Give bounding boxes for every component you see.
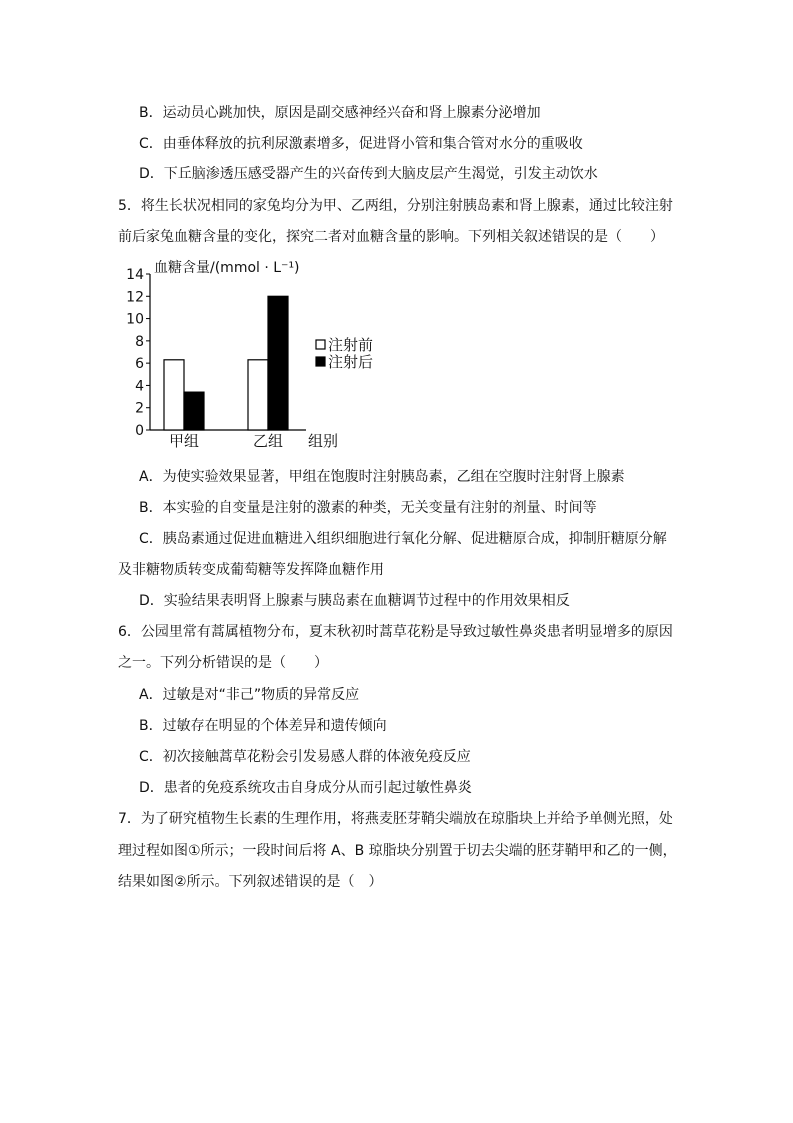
q5-option-a: A．为使实验效果显著，甲组在饱腹时注射胰岛素，乙组在空腹时注射肾上腺素 xyxy=(139,469,625,485)
q4-option-b: B．运动员心跳加快，原因是副交感神经兴奋和肾上腺素分泌增加 xyxy=(139,105,541,121)
blood-sugar-bar-chart xyxy=(118,256,378,452)
q5-option-d: D．实验结果表明肾上腺素与胰岛素在血糖调节过程中的作用效果相反 xyxy=(139,593,570,609)
q6-option-b: B．过敏存在明显的个体差异和遗传倾向 xyxy=(139,718,387,734)
q5-stem-line2: 前后家兔血糖含量的变化，探究二者对血糖含量的影响。下列相关叙述错误的是（ ） xyxy=(118,229,664,245)
q6-option-a: A．过敏是对“非己”物质的异常反应 xyxy=(139,687,360,703)
q4-option-d: D．下丘脑渗透压感受器产生的兴奋传到大脑皮层产生渴觉，引发主动饮水 xyxy=(139,166,598,182)
q6-option-d: D．患者的免疫系统攻击自身成分从而引起过敏性鼻炎 xyxy=(139,780,472,796)
q4-option-c: C．由垂体释放的抗利尿激素增多，促进肾小管和集合管对水分的重吸收 xyxy=(139,136,583,152)
legend-label: 注射后 xyxy=(328,353,374,371)
bar-after-1 xyxy=(184,392,204,430)
q5-option-c: C．胰岛素通过促进血糖进入组织细胞进行氧化分解、促进糖原合成，抑制肝糖原分解 xyxy=(139,531,667,547)
y-tick-label: 12 xyxy=(126,289,144,306)
x-category-label: 乙组 xyxy=(252,432,284,450)
q6-option-c: C．初次接触蒿草花粉会引发易感人群的体液免疫反应 xyxy=(139,749,471,765)
bar-before-2 xyxy=(248,360,268,430)
y-tick-label: 10 xyxy=(126,311,144,328)
y-tick-label: 14 xyxy=(126,267,144,283)
y-tick-label: 0 xyxy=(135,423,144,439)
legend-swatch xyxy=(316,357,325,366)
y-tick-label: 8 xyxy=(135,333,144,350)
q7-stem-line2: 理过程如图①所示；一段时间后将 A、B 琼脂块分别置于切去尖端的胚芽鞘甲和乙的一侧， xyxy=(118,843,677,859)
legend-label: 注射前 xyxy=(328,336,374,354)
q5-option-b: B．本实验的自变量是注射的激素的种类，无关变量有注射的剂量、时间等 xyxy=(139,500,597,516)
q6-stem-line2: 之一。下列分析错误的是（ ） xyxy=(118,655,328,671)
q7-stem-line3: 结果如图②所示。下列叙述错误的是（ ） xyxy=(118,874,383,890)
q6-stem-line1: 6．公园里常有蒿属植物分布，夏末秋初时蒿草花粉是导致过敏性鼻炎患者明显增多的原因 xyxy=(118,624,673,640)
legend-swatch xyxy=(316,340,325,349)
y-tick-label: 4 xyxy=(135,378,144,395)
x-category-label: 甲组 xyxy=(168,432,200,450)
y-tick-label: 6 xyxy=(135,356,144,373)
q7-stem-line1: 7．为了研究植物生长素的生理作用，将燕麦胚芽鞘尖端放在琼脂块上并给予单侧光照，处 xyxy=(118,811,673,827)
bar-after-2 xyxy=(268,296,288,430)
y-tick-label: 2 xyxy=(135,400,144,417)
bar-before-1 xyxy=(164,360,184,430)
q5-option-c-cont: 及非糖物质转变成葡萄糖等发挥降血糖作用 xyxy=(118,562,384,578)
chart-ylabel: 血糖含量/(mmol · L⁻¹) xyxy=(154,260,300,276)
chart-xlabel: 组别 xyxy=(308,432,339,450)
q5-stem-line1: 5．将生长状况相同的家兔均分为甲、乙两组，分别注射胰岛素和肾上腺素，通过比较注射 xyxy=(118,198,673,214)
